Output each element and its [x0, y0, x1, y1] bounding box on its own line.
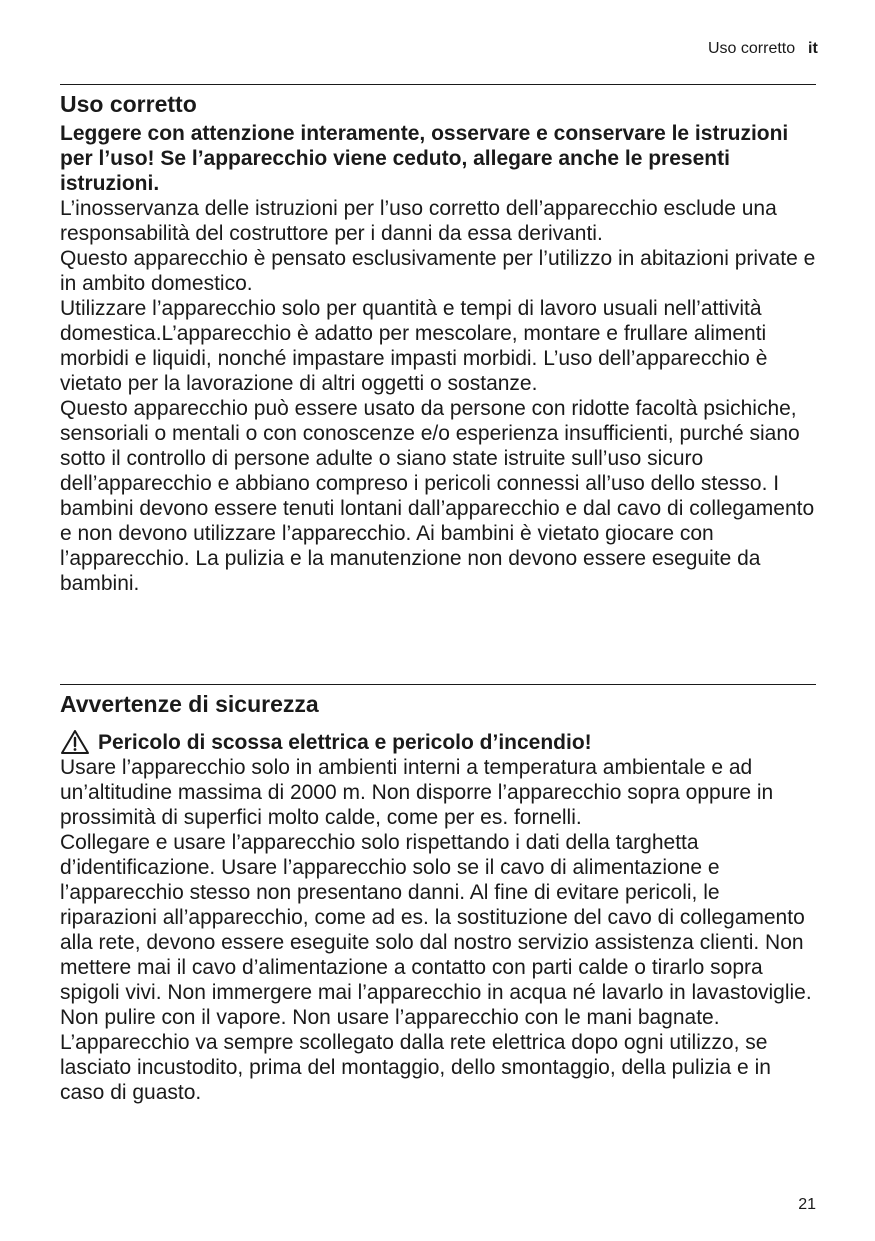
warning-title-text: Pericolo di scossa elettrica e pericolo d’incendio! [98, 730, 592, 754]
warning-triangle-icon [60, 729, 90, 755]
page-number: 21 [798, 1196, 816, 1213]
running-header-language: it [808, 40, 818, 57]
paragraph-responsabilita: L’inosservanza delle istruzioni per l’uso corretto dell’apparecchio esclude una responsabilità del costruttore per i danni da essa derivanti. [60, 197, 777, 245]
header-rule [60, 84, 816, 85]
warning-heading [60, 729, 816, 755]
section-uso-corretto [60, 90, 816, 596]
running-header [708, 40, 816, 58]
section-avvertenze [60, 690, 816, 1105]
paragraph-persone-bambini: Questo apparecchio può essere usato da persone con ridotte facoltà psichiche, sensoriali o mentali o con conoscenze e/o esperienza insufficienti, purché siano sotto il controllo di persone adulte o siano state istruite sull’uso sicuro dell’apparecchio e abbiano compreso i pericoli connessi all’uso dello stesso. I bambini devono essere tenuti lontani dall’apparecchio e dal cavo di collegamento e non devono utilizzare l’apparecchio. Ai bambini è vietato giocare con l’apparecchio. La pulizia e la manutenzione non devono essere eseguite da bambini. [60, 397, 815, 595]
lead-paragraph: Leggere con attenzione interamente, osservare e conservare le istruzioni per l’uso! Se l’apparecchio viene ceduto, allegare anche le presenti istruzioni. [60, 122, 789, 195]
document-page [60, 0, 816, 1241]
section-title-avvertenze: Avvertenze di sicurezza [60, 691, 319, 717]
paragraph-quantita: Utilizzare l’apparecchio solo per quantità e tempi di lavoro usuali nell’attività domestica.L’apparecchio è adatto per mescolare, montare e frullare alimenti morbidi e liquidi, nonché impastare impasti morbidi. L’uso dell’apparecchio è vietato per la lavorazione di altri oggetti o sostanze. [60, 297, 768, 395]
section-rule [60, 684, 816, 685]
paragraph-scollegamento: L’apparecchio va sempre scollegato dalla rete elettrica dopo ogni utilizzo, se lasciato incustodito, prima del montaggio, dello smontaggio, della pulizia e in caso di guasto. [60, 1031, 771, 1104]
paragraph-collegamento: Collegare e usare l’apparecchio solo rispettando i dati della targhetta d’identificazione. Usare l’apparecchio solo se il cavo di alimentazione e l’apparecchio stesso non presentano danni. Al fine di evitare pericoli, le riparazioni all’apparecchio, come ad es. la sostituzione del cavo di collegamento alla rete, devono essere eseguite solo dal nostro servizio assistenza clienti. Non mettere mai il cavo d’alimentazione a contatto con parti calde o tirarlo sopra spigoli vivi. Non immergere mai l’apparecchio in acqua né lavarlo in lavastoviglie. Non pulire con il vapore. Non usare l’apparecchio con le mani bagnate. [60, 831, 812, 1029]
section-title-uso-corretto: Uso corretto [60, 91, 197, 117]
paragraph-uso-domestico: Questo apparecchio è pensato esclusivamente per l’utilizzo in abitazioni private e in ambito domestico. [60, 247, 816, 295]
paragraph-ambienti: Usare l’apparecchio solo in ambienti interni a temperatura ambientale e ad un’altitudine massima di 2000 m. Non disporre l’apparecchio sopra oppure in prossimità di superfici molto calde, come per es. fornelli. [60, 756, 774, 829]
running-header-section: Uso corretto [708, 40, 796, 57]
